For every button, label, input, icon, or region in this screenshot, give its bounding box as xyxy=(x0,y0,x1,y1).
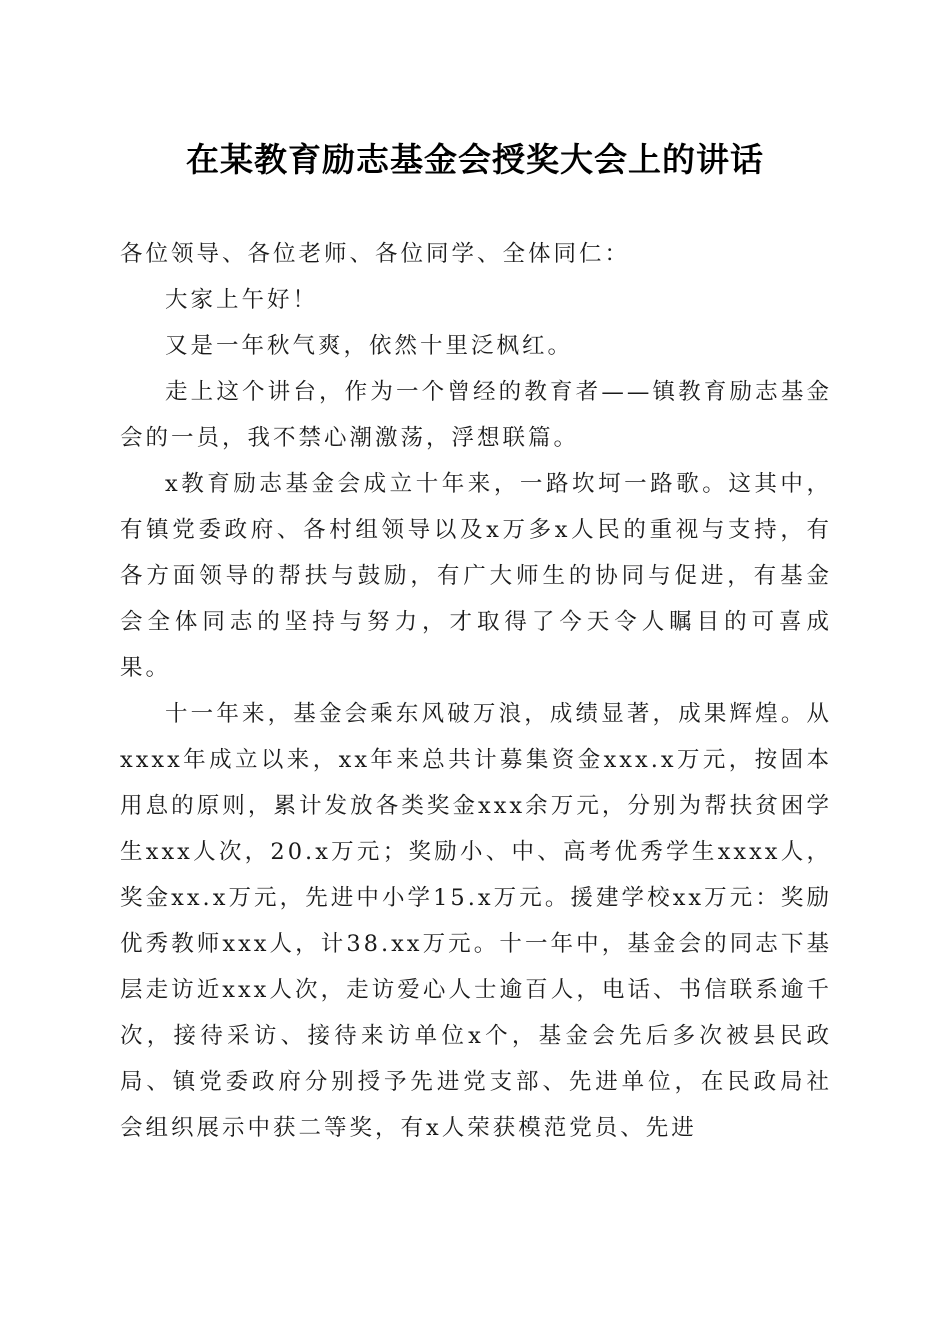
body-paragraph: x教育励志基金会成立十年来，一路坎坷一路歌。这其中，有镇党委政府、各村组领导以及x万多x人民的重视与支持，有各方面领导的帮扶与鼓励，有广大师生的协同与促进，有基金会全体同志的坚持与努力，才取得了今天令人瞩目的可喜成果。 xyxy=(120,471,832,681)
body-paragraph: 走上这个讲台，作为一个曾经的教育者——镇教育励志基金会的一员，我不禁心潮激荡，浮想联篇。 xyxy=(120,379,832,451)
body-paragraph: 又是一年秋气爽，依然十里泛枫红。 xyxy=(165,333,574,359)
document-title: 在某教育励志基金会授奖大会上的讲话 xyxy=(186,140,764,179)
body-paragraph: 十一年来，基金会乘东风破万浪，成绩显著，成果辉煌。从xxxx年成立以来，xx年来总共计募集资金xxx.x万元，按固本用息的原则，累计发放各类奖金xxx余万元，分别为帮扶贫困学生xxx人次，20.x万元；奖励小、中、高考优秀学生xxxx人，奖金xx.x万元，先进中小学15.x万元。援建学校xx万元：奖励优秀教师xxx人，计38.xx万元。十一年中，基金会的同志下基层走访近xxx人次，走访爱心人士逾百人，电话、书信联系逾千次，接待采访、接待来访单位x个，基金会先后多次被县民政局、镇党委政府分别授予先进党支部、先进单位，在民政局社会组织展示中获二等奖，有x人荣获模范党员、先进 xyxy=(120,701,832,1141)
document-body xyxy=(120,231,832,1151)
greeting-paragraph: 大家上午好！ xyxy=(165,287,319,313)
salutation-paragraph: 各位领导、各位老师、各位同学、全体同仁： xyxy=(120,241,631,267)
